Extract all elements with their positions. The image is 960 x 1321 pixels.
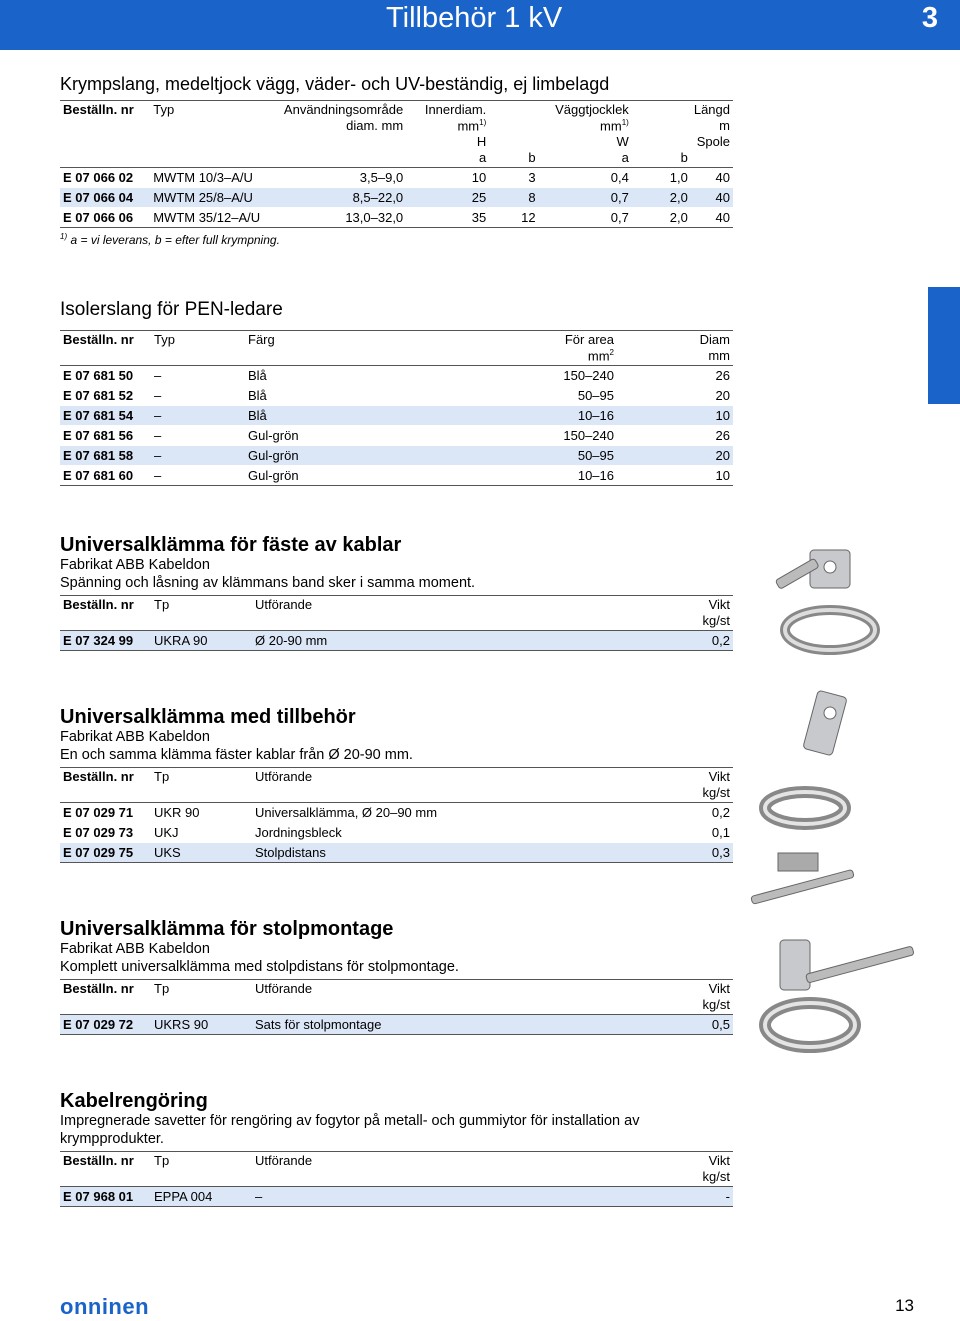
clamp-band-highlight [765,1003,855,1047]
side-tab-marker [928,287,960,404]
cell-ha: 25 [406,188,489,208]
col-utf: Utförande [252,596,558,614]
cell-wb: 1,0 [632,168,691,188]
section-description: En och samma klämma fäster kablar från Ø 20-90 mm. [60,747,413,763]
cell-typ: UKR 90 [151,803,252,823]
cell-typ: – [151,406,245,426]
table-row [60,426,733,446]
klamma-tillbehor-table [60,767,733,863]
cell-code: E 07 029 75 [60,843,151,863]
cable-clamp-image [755,545,905,670]
cell-code: E 07 681 60 [60,466,151,486]
col-langd-unit: m [719,118,730,133]
col-area-exp: 2 [609,348,614,357]
section-description-cont: krympprodukter. [60,1131,164,1147]
cell-typ: EPPA 004 [151,1187,252,1207]
cell-wa: 0,7 [539,188,632,208]
cell-farg: Gul-grön [245,426,421,446]
footnote-marker: 1) [60,232,68,241]
cell-area: 10–16 [421,466,617,486]
cell-typ: MWTM 25/8–A/U [150,188,271,208]
col-utf: Utförande [252,980,558,998]
clamp-band-highlight [785,610,875,650]
cell-hb: 3 [489,168,538,188]
cell-hb: 8 [489,188,538,208]
col-area-unit: mm [587,348,610,364]
footnote-text: a = vi leverans, b = efter full krympning. [70,233,280,247]
table-row [60,386,733,406]
cell-hb: 12 [489,208,538,228]
krympslang-table [60,100,733,228]
section-subtitle: Fabrikat ABB Kabeldon [60,557,210,573]
plate-hole [824,707,836,719]
section-title: Universalklämma för stolpmontage [60,918,394,940]
cell-vikt: 0,1 [558,823,733,843]
col-typ: Tp [151,768,252,786]
clamp-accessories-image [750,688,880,918]
col-utf: Utförande [252,768,558,786]
section-title: Kabelrengöring [60,1090,208,1112]
cell-wb: 2,0 [632,208,691,228]
cell-farg: Blå [245,366,421,386]
cell-code: E 07 029 71 [60,803,151,823]
mount-plate [780,940,810,990]
col-vikt-unit: kg/st [558,785,733,803]
cell-diam: 20 [617,446,733,466]
cell-vikt: 0,2 [558,803,733,823]
pole-screw [806,946,915,983]
col-vikt: Vikt [558,768,733,786]
cell-farg: Blå [245,386,421,406]
cell-code: E 07 066 02 [60,168,150,188]
cell-anv: 13,0–32,0 [271,208,406,228]
section-number: 3 [921,2,938,34]
cell-ha: 10 [406,168,489,188]
col-typ: Tp [151,1152,252,1170]
col-vagg-sym: W [616,134,629,149]
cell-utf: Stolpdistans [252,843,558,863]
page-header [0,0,960,50]
cell-langd: 40 [691,208,733,228]
cell-typ: – [151,446,245,466]
cell-area: 50–95 [421,446,617,466]
pole-mount-clamp-image [750,925,920,1075]
cell-anv: 3,5–9,0 [271,168,406,188]
section-title: Isolerslang för PEN-ledare [60,299,283,320]
table-row [60,631,733,651]
cell-area: 50–95 [421,386,617,406]
cell-code: E 07 066 04 [60,188,150,208]
col-vikt: Vikt [558,980,733,998]
col-diam: Diam [617,331,733,349]
klamma-faste-table [60,595,733,651]
cell-area: 150–240 [421,366,617,386]
section-krympslang [60,73,733,247]
cell-diam: 26 [617,366,733,386]
cell-typ: – [151,466,245,486]
cell-wa: 0,7 [539,208,632,228]
cell-typ: UKS [151,843,252,863]
section-title: Universalklämma med tillbehör [60,706,356,728]
col-vikt: Vikt [558,1152,733,1170]
cell-typ: UKJ [151,823,252,843]
col-inner: Innerdiam. [406,101,489,119]
clamp-foot [778,853,818,871]
col-code: Beställn. nr [60,768,151,786]
cell-vikt: 0,2 [558,631,733,651]
col-inner-unit: mm [457,118,480,134]
col-langd: Längd [691,101,733,119]
cell-diam: 10 [617,466,733,486]
cell-typ: UKRA 90 [151,631,252,651]
cell-utf: Universalklämma, Ø 20–90 mm [252,803,558,823]
cell-diam: 20 [617,386,733,406]
col-diam-unit: mm [617,348,733,366]
col-vikt-unit: kg/st [558,997,733,1015]
cell-vikt: 0,5 [558,1015,733,1035]
section-title: Krympslang, medeltjock vägg, väder- och UV-beständig, ej limbelagd [60,74,610,94]
isolerslang-table [60,330,733,486]
cell-area: 150–240 [421,426,617,446]
cell-code: E 07 681 58 [60,446,151,466]
footnote [60,232,733,247]
grounding-plate [803,690,848,756]
cell-typ: – [151,386,245,406]
table-row [60,466,733,486]
section-title: Universalklämma för fäste av kablar [60,534,402,556]
cell-code: E 07 681 50 [60,366,151,386]
kabelrengoring-table [60,1151,733,1207]
klamma-stolp-table [60,979,733,1035]
col-ha: a [406,150,489,168]
cell-wb: 2,0 [632,188,691,208]
cell-code: E 07 029 72 [60,1015,151,1035]
col-anv-unit: diam. mm [346,118,404,133]
table-row [60,1015,733,1035]
cell-vikt: 0,3 [558,843,733,863]
footnote-ref: 1) [621,118,629,127]
table-row [60,823,733,843]
cell-code: E 07 029 73 [60,823,151,843]
col-code: Beställn. nr [60,1152,151,1170]
section-subtitle: Fabrikat ABB Kabeldon [60,729,210,745]
page-number: 13 [895,1296,914,1315]
page-title: Tillbehör 1 kV [386,2,563,34]
cell-utf: Sats för stolpmontage [252,1015,558,1035]
col-code: Beställn. nr [60,101,150,119]
cell-anv: 8,5–22,0 [271,188,406,208]
cell-typ: – [151,426,245,446]
cell-code: E 07 066 06 [60,208,150,228]
col-vikt: Vikt [558,596,733,614]
cell-typ: – [151,366,245,386]
col-inner-sym: H [476,134,487,149]
table-row [60,188,733,208]
cell-code: E 07 324 99 [60,631,151,651]
col-code: Beställn. nr [60,980,151,998]
cell-diam: 26 [617,426,733,446]
cell-typ: UKRS 90 [151,1015,252,1035]
cell-utf: Ø 20-90 mm [252,631,558,651]
section-klamma-tillbehor [60,706,733,863]
section-isolerslang [60,299,733,486]
section-description: Spänning och låsning av klämmans band sker i samma moment. [60,575,476,591]
col-code: Beställn. nr [60,331,151,349]
cell-ha: 35 [406,208,489,228]
cell-langd: 40 [691,168,733,188]
col-typ: Tp [151,980,252,998]
section-description: Komplett universalklämma med stolpdistans för stolpmontage. [60,959,459,975]
table-row [60,803,733,823]
col-area: För area [421,331,617,349]
col-utf: Utförande [252,1152,558,1170]
footnote-ref: 1) [479,118,487,127]
cell-vikt: - [558,1187,733,1207]
cell-utf: – [252,1187,558,1207]
col-anv: Användningsområde [271,101,406,119]
section-klamma-stolp [60,918,733,1035]
cell-diam: 10 [617,406,733,426]
cell-typ: MWTM 10/3–A/U [150,168,271,188]
section-kabelrengoring [60,1090,733,1207]
table-row [60,406,733,426]
col-vikt-unit: kg/st [558,613,733,631]
cell-langd: 40 [691,188,733,208]
col-typ: Typ [151,331,245,349]
standoff-bolt [751,869,854,904]
col-wa: a [539,150,632,168]
table-row [60,843,733,863]
cell-area: 10–16 [421,406,617,426]
cell-farg: Gul-grön [245,466,421,486]
cell-farg: Blå [245,406,421,426]
section-description: Impregnerade savetter för rengöring av fogytor på metall- och gummiytor för installation av [60,1113,640,1129]
table-row [60,208,733,228]
col-farg: Färg [245,331,421,349]
col-code: Beställn. nr [60,596,151,614]
cell-code: E 07 968 01 [60,1187,151,1207]
cell-farg: Gul-grön [245,446,421,466]
cell-code: E 07 681 54 [60,406,151,426]
cell-utf: Jordningsbleck [252,823,558,843]
table-row [60,168,733,188]
table-row [60,1187,733,1207]
onninen-logo: onninen [60,1294,150,1319]
cell-typ: MWTM 35/12–A/U [150,208,271,228]
col-vagg-unit: mm [600,118,622,134]
cell-code: E 07 681 52 [60,386,151,406]
section-subtitle: Fabrikat ABB Kabeldon [60,941,210,957]
col-hb: b [489,150,538,168]
section-klamma-faste [60,534,733,651]
col-typ: Tp [151,596,252,614]
table-row [60,446,733,466]
col-wb: b [632,150,691,168]
bracket-hole [824,561,836,573]
col-vikt-unit: kg/st [558,1169,733,1187]
col-vagg: Väggtjocklek [539,101,632,119]
cell-code: E 07 681 56 [60,426,151,446]
col-langd-sub: Spole [696,134,730,149]
cell-wa: 0,4 [539,168,632,188]
col-typ: Typ [150,101,271,119]
table-row [60,366,733,386]
